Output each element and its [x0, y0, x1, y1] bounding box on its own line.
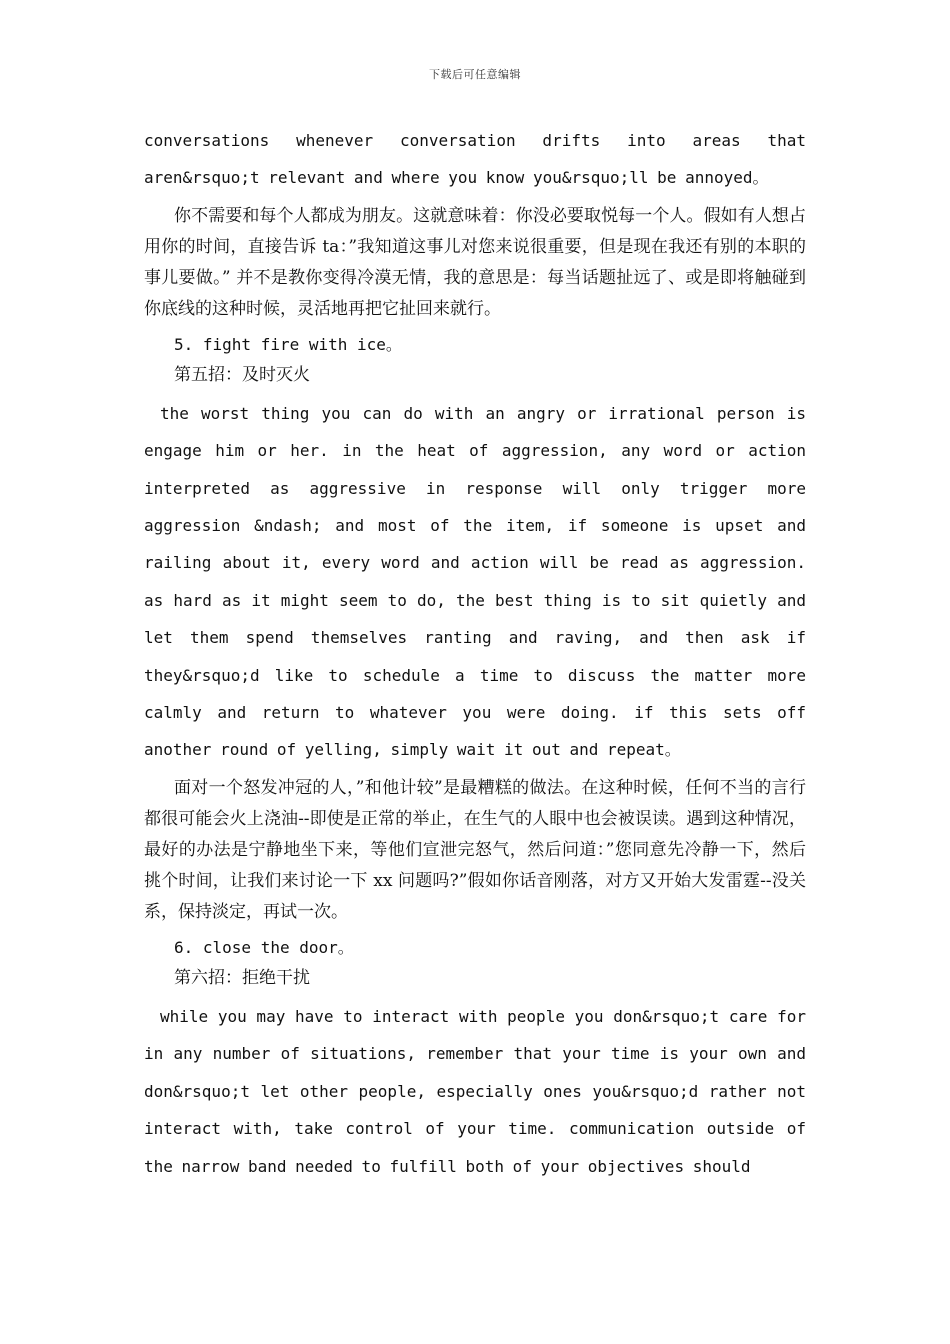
paragraph-english-continued: conversations whenever conversation drifts into areas that aren&rsquo;t relevant and where you know you&rsquo;ll be annoyed。 — [144, 131, 806, 188]
section-heading-5-english: 5. fight fire with ice。 — [174, 334, 402, 354]
paragraph-chinese-fight-fire: 面对一个怒发冲冠的人，”和他计较”是最糟糕的做法。在这种时候，任何不当的言行都很可能会火上浇油--即使是正常的举止，在生气的人眼中也会被误读。遇到这种情况，最好的办法是宁静地坐下来，等他们宣泄完怒气，然后问道：”您同意先冷静一下，然后挑个时间，让我们来讨论一下 xx 问题吗?”假如你话音刚落，对方又开始大发雷霆--没关系，保持淡定，再试一次。 — [144, 777, 806, 922]
section-heading-6-english: 6. close the door。 — [174, 937, 354, 957]
paragraph-english-fight-fire: the worst thing you can do with an angry or irrational person is engage him or her. in the heat of aggression, any word or action interpreted as aggressive in response will only trigger more aggression &ndash; and most of the item, if someone is upset and railing about it, every word and action will be read as aggression. as hard as it might seem to do, the best thing is to sit quietly and let them spend themselves ranting and raving, and then ask if they&rsquo;d like to schedule a time to discuss the matter more calmly and return to whatever you were doing. if this sets off another round of yelling, simply wait it out and repeat。 — [144, 403, 806, 760]
section-heading-6-chinese: 第六招：拒绝干扰 — [174, 967, 310, 988]
paragraph-chinese-friends: 你不需要和每个人都成为朋友。这就意味着：你没必要取悦每一个人。假如有人想占用你的时间，直接告诉 ta：”我知道这事儿对您来说很重要，但是现在我还有别的本职的事儿要做。” 并不是教你变得冷漠无情，我的意思是：每当话题扯远了、或是即将触碰到你底线的这种时候，灵活地再把它扯回来就行。 — [144, 205, 806, 319]
paragraph-english-close-door: while you may have to interact with people you don&rsquo;t care for in any number of situations, remember that your time is your own and don&rsquo;t let other people, especially ones you&rsquo;d rather not interact with, take control of your time. communication outside of the narrow band needed to fulfill both of your objectives should — [144, 1006, 806, 1176]
document-body — [144, 122, 806, 1185]
page-header: 下载后可任意编辑 — [429, 68, 521, 81]
section-heading-5-chinese: 第五招：及时灭火 — [174, 364, 310, 385]
